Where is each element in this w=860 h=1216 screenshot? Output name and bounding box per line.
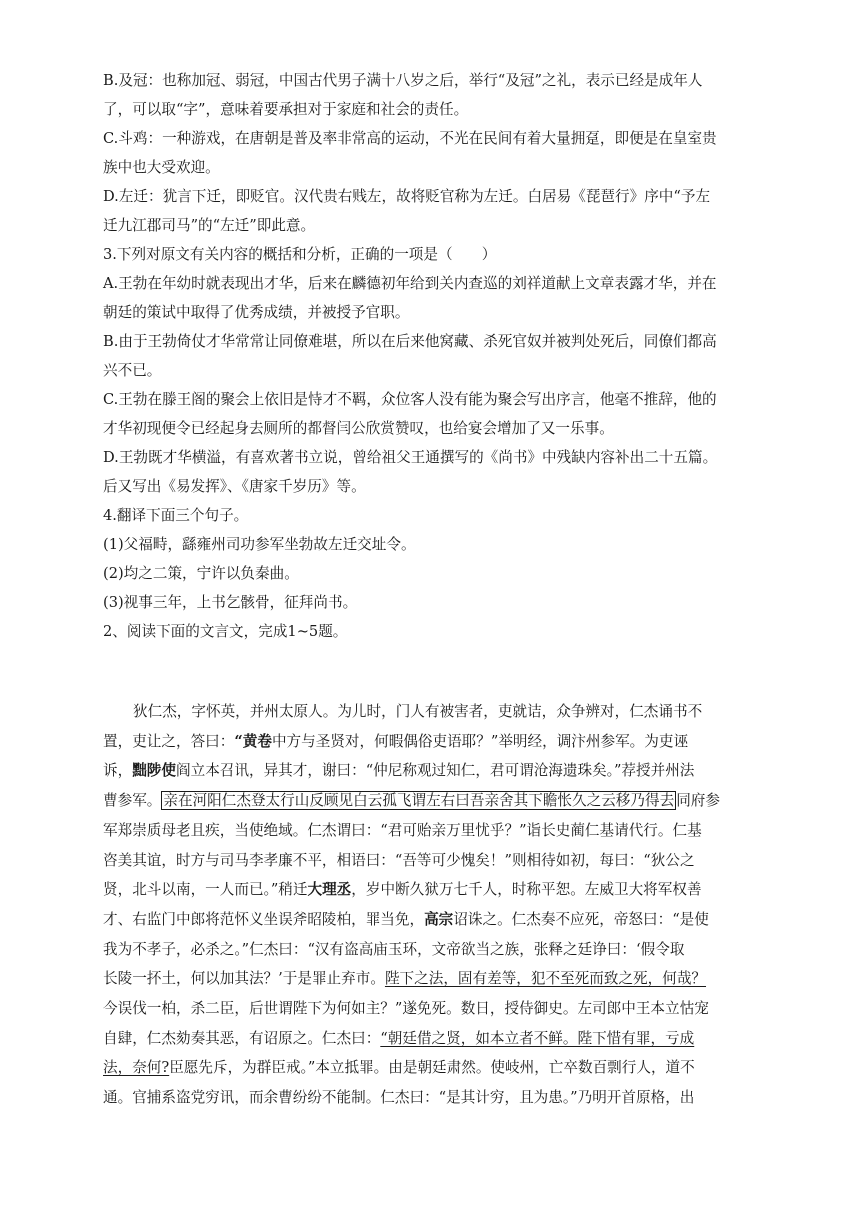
- passage-line: [103, 875, 787, 905]
- passage-text: ，岁中断久狱万七千人，时称平恕。左威卫大将军权善: [351, 881, 702, 899]
- passage-text: 诉，: [103, 762, 133, 780]
- option-d-line-1: D.左迁：犹言下迁，即贬官。汉代贵右贱左，故将贬官称为左迁。白居易《琵琶行》序中“予左: [103, 188, 711, 205]
- question-3-option-b-line-2: 兴不已。: [103, 362, 162, 379]
- bold-term-huangjuan: “黄卷: [234, 732, 272, 750]
- bold-term-chuzhishi: 黜陟使: [132, 762, 176, 780]
- passage-text: 同府参: [676, 792, 720, 810]
- question-4-sentence-3: (3)视事三年，上书乞骸骨，征拜尚书。: [103, 594, 358, 611]
- question-3-option-c-line-1: C.王勃在滕王阁的聚会上依旧是恃才不羁，众位客人没有能为聚会写出序言，他毫不推辞，他的: [103, 391, 717, 408]
- options-and-questions: [103, 66, 783, 646]
- underlined-sentence-2: “朝廷借之贤，如本立者不鲜。陛下惜有罪，亏成: [380, 1029, 695, 1047]
- passage-line: [103, 786, 787, 816]
- passage-text: 阎立本召讯，异其才，谢曰：“仲尼称观过知仁，君可谓沧海遗珠矣。”荐授并州法: [176, 762, 695, 780]
- passage-line: [103, 964, 787, 994]
- option-b-line-1: B.及冠：也称加冠、弱冠，中国古代男子满十八岁之后，举行“及冠”之礼，表示已经是成年人: [103, 72, 703, 89]
- option-b-line-2: 了，可以取“字”，意味着要承担对于家庭和社会的责任。: [103, 101, 469, 118]
- question-4-sentence-1: (1)父福畤，繇雍州司功参军坐勃故左迁交址令。: [103, 536, 416, 553]
- passage-text: 曹参军。: [103, 792, 162, 810]
- option-c-line-2: 族中也大受欢迎。: [103, 159, 220, 176]
- passage-line: [103, 1024, 787, 1054]
- passage-text: 中方与圣贤对，何暇偶俗吏语耶？”举明经，调汴州参军。为吏诬: [271, 732, 689, 750]
- section-2-heading: 2、阅读下面的文言文，完成1~5题。: [103, 623, 348, 640]
- option-d-line-2: 迁九江郡司马”的“左迁”即此意。: [103, 217, 316, 234]
- passage-text: 诏诛之。仁杰奏不应死，帝怒曰：“是使: [453, 910, 709, 928]
- question-4-sentence-2: (2)均之二策，宁许以负秦曲。: [103, 565, 299, 582]
- passage-text: 臣愿先斥，为群臣戒。”本立抵罪。由是朝廷肃然。使岐州，亡卒数百剽行人，道不: [169, 1059, 695, 1077]
- passage-text: 置，吏让之，答曰：: [103, 732, 235, 750]
- boxed-sentence: 亲在河阳仁杰登太行山反顾见白云孤飞谓左右曰吾亲舍其下瞻怅久之云移乃得去: [163, 792, 675, 810]
- passage-text: 才、右监门中郎将范怀义坐误斧昭陵柏，罪当免，: [103, 910, 425, 928]
- passage-text: 长陵一抔土，何以加其法？’于是罪止弃市。: [103, 970, 385, 988]
- passage-line: [103, 1053, 787, 1083]
- passage-line: 军郑崇质母老且疾，当使绝域。仁杰谓曰：“君可贻亲万里忧乎？”诣长史蔺仁基请代行。仁基: [103, 821, 702, 839]
- question-3-option-c-line-2: 才华初现便令已经起身去厕所的都督闫公欣赏赞叹，也给宴会增加了又一乐事。: [103, 420, 614, 437]
- bold-term-dalicheng: 大理丞: [307, 881, 352, 899]
- option-c-line-1: C.斗鸡：一种游戏，在唐朝是普及率非常高的运动，不光在民间有着大量拥趸，即便是在皇室贵: [103, 130, 717, 147]
- passage-line: 咨美其谊，时方与司马李孝廉不平，相语曰：“吾等可少愧矣！”则相待如初，每曰：“狄公之: [103, 851, 695, 869]
- passage-line: 今误伐一柏，杀二臣，后世谓陛下为何如主？”遂免死。数日，授侍御史。左司郎中王本立怙宠: [103, 1000, 709, 1018]
- question-3-option-b-line-1: B.由于王勃倚仗才华常常让同僚难堪，所以在后来他窝藏、杀死官奴并被判处死后，同僚们都高: [103, 333, 717, 350]
- classical-passage: [103, 697, 787, 1113]
- passage-line: 通。官捕系盗党穷讯，而余曹纷纷不能制。仁杰曰：“是其计穷，且为患。”乃明开首原格，出: [103, 1089, 695, 1107]
- passage-text: 贤，北斗以南，一人而已。”稍迁: [103, 881, 308, 899]
- passage-line: 狄仁杰，字怀英，并州太原人。为儿时，门人有被害者，吏就诘，众争辨对，仁杰诵书不: [133, 703, 703, 720]
- question-4-stem: 4.翻译下面三个句子。: [103, 507, 249, 524]
- question-3-stem: 3.下列对原文有关内容的概括和分析，正确的一项是（ ）: [103, 246, 497, 263]
- underlined-sentence-2-end: 法，奈何?: [103, 1059, 170, 1077]
- question-3-option-d-line-2: 后又写出《易发挥》、《唐家千岁历》等。: [103, 478, 366, 495]
- question-3-option-d-line-1: D.王勃既才华横溢，有喜欢著书立说，曾给祖父王通撰写的《尚书》中残缺内容补出二十五篇。: [103, 449, 718, 466]
- question-3-option-a-line-2: 朝廷的策试中取得了优秀成绩，并被授予官职。: [103, 304, 410, 321]
- passage-line: [103, 756, 787, 786]
- bold-term-gaozong: 高宗: [424, 910, 454, 928]
- passage-line: [103, 727, 787, 757]
- passage-line: 我为不孝子，必杀之。”仁杰曰：“汉有盗高庙玉环，文帝欲当之族，张释之廷诤曰：‘假令取: [103, 940, 685, 958]
- question-3-option-a-line-1: A.王勃在年幼时就表现出才华，后来在麟德初年给到关内查巡的刘祥道献上文章表露才华，并在: [103, 275, 717, 292]
- passage-line: [103, 905, 787, 935]
- passage-text: 自肆，仁杰劾奏其恶，有诏原之。仁杰曰：: [103, 1029, 381, 1047]
- underlined-sentence-1: 陛下之法，固有差等，犯不至死而致之死，何哉？: [384, 970, 707, 988]
